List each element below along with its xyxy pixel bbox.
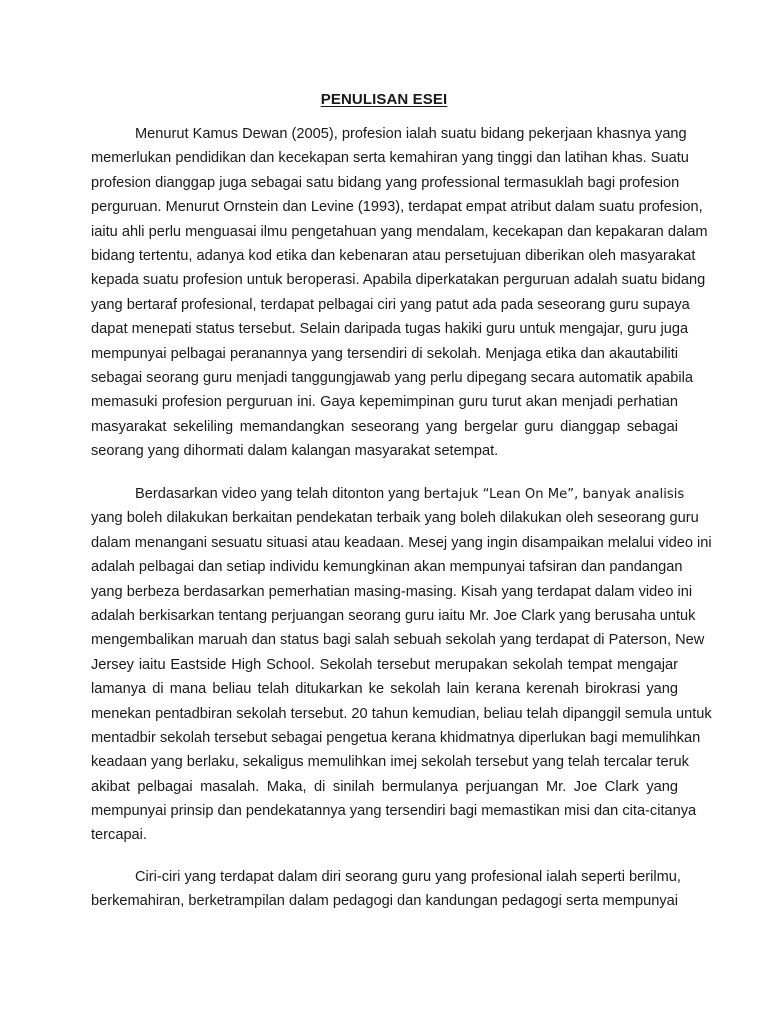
text-line: dapat menepati status tersebut. Selain daripada tugas hakiki guru untuk mengajar, guru juga: [91, 321, 689, 338]
text-line: Ciri-ciri yang terdapat dalam diri seorang guru yang profesional ialah seperti berilmu,: [135, 869, 681, 885]
paragraph-1: [91, 122, 708, 463]
text-line: dalam menangani sesuatu situasi atau keadaan. Mesej yang ingin disampaikan melalui video ini: [91, 534, 712, 551]
text-line: adalah pelbagai dan setiap individu kemungkinan akan mempunyai tafsiran dan pandangan: [91, 559, 683, 576]
text-line: menekan pentadbiran sekolah tersebut. 20 tahun kemudian, beliau telah dipanggil semula untuk: [91, 705, 712, 722]
text-line: lamanya di mana beliau telah ditukarkan ke sekolah lain kerana kerenah birokrasi yang: [91, 681, 678, 698]
paragraph-3: [91, 865, 681, 914]
text-fragment: ertajuk “Lean On Me”, banyak analisis: [431, 487, 685, 502]
text-line: Menurut Kamus Dewan (2005), profesion ialah suatu bidang pekerjaan khasnya yang: [135, 126, 687, 142]
text-line: masyarakat sekeliling memandangkan seseorang yang bergelar guru dianggap sebagai: [91, 418, 678, 435]
text-line: iaitu ahli perlu menguasai ilmu pengetahuan yang mendalam, kecekapan dan kepakaran dalam: [91, 223, 708, 240]
text-line: profesion dianggap juga sebagai satu bidang yang professional termasuklah bagi profesion: [91, 174, 680, 191]
text-line: memasuki profesion perguruan ini. Gaya kepemimpinan guru turut akan menjadi perhatian: [91, 394, 678, 411]
text-line: yang berbeza berdasarkan pemerhatian masing-masing. Kisah yang terdapat dalam video ini: [91, 583, 693, 600]
text-line: mengembalikan maruah dan status bagi salah sebuah sekolah yang terdapat di Paterson, New: [91, 632, 705, 649]
text-line: Jersey iaitu Eastside High School. Sekolah tersebut merupakan sekolah tempat mengajar: [91, 656, 678, 673]
text-line: mentadbir sekolah tersebut sebagai pengetua kerana khidmatnya diperlukan bagi memulihkan: [91, 729, 701, 746]
text-line: sebagai seorang guru menjadi tanggungjawab yang perlu dipegang secara automatik apabila: [91, 369, 694, 386]
text-line: berkemahiran, berketrampilan dalam pedagogi dan kandungan pedagogi serta mempunyai: [91, 893, 678, 910]
text-line: [91, 482, 685, 506]
paragraph-2: [91, 482, 712, 848]
text-line: akibat pelbagai masalah. Maka, di sinilah bermulanya perjuangan Mr. Joe Clark yang: [91, 778, 678, 795]
text-line: mempunyai pelbagai peranannya yang tersendiri di sekolah. Menjaga etika dan akautabiliti: [91, 345, 678, 362]
text-line: perguruan. Menurut Ornstein dan Levine (1993), terdapat empat atribut dalam suatu profesion,: [91, 199, 703, 216]
text-line: kepada suatu profesion untuk beroperasi. Apabila diperkatakan perguruan adalah suatu bidang: [91, 272, 706, 289]
text-line: yang boleh dilakukan berkaitan pendekatan terbaik yang boleh dilakukan oleh seseorang guru: [91, 510, 699, 527]
text-fragment: Berdasarkan video yang telah ditonton yang b: [135, 486, 432, 502]
text-line: tercapai.: [91, 827, 147, 844]
text-line: yang bertaraf profesional, terdapat pelbagai ciri yang patut ada pada seseorang guru supaya: [91, 296, 690, 313]
text-line: memerlukan pendidikan dan kecekapan serta kemahiran yang tinggi dan latihan khas. Suatu: [91, 150, 689, 167]
text-line: mempunyai prinsip dan pendekatannya yang tersendiri bagi memastikan misi dan cita-citanya: [91, 803, 697, 820]
text-line: keadaan yang berlaku, sekaligus memulihkan imej sekolah tersebut yang telah tercalar teruk: [91, 754, 689, 771]
text-line: seorang yang dihormati dalam kalangan masyarakat setempat.: [91, 443, 499, 460]
page-title: PENULISAN ESEI: [320, 91, 448, 108]
text-line: bidang tertentu, adanya kod etika dan kebenaran atau persetujuan diberikan oleh masyarakat: [91, 247, 696, 264]
text-line: adalah berkisarkan tentang perjuangan seorang guru iaitu Mr. Joe Clark yang berusaha untuk: [91, 607, 696, 624]
